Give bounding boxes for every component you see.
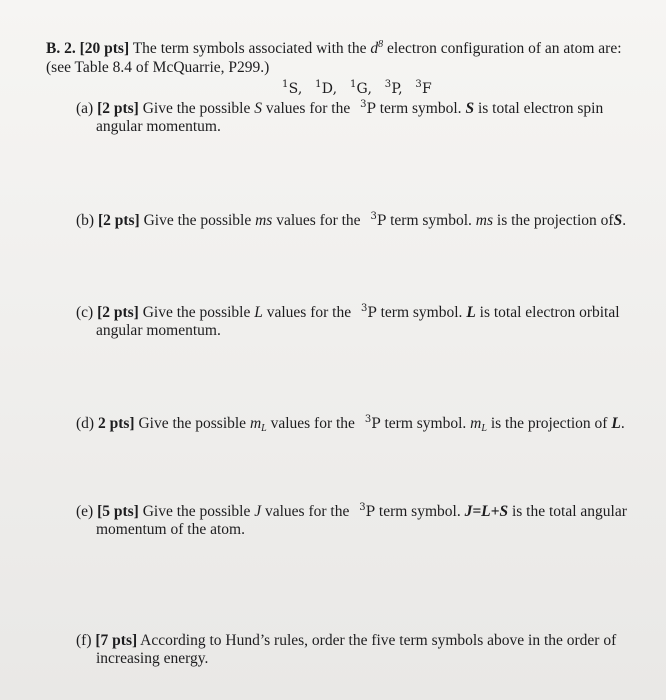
part-a-question: (a) [2 pts] Give the possible S values for the $^3$P term symbol. S is total electron spin	[76, 99, 604, 117]
term-3p: $^3$P	[360, 99, 376, 117]
term-symbol-list	[282, 80, 440, 98]
part-c-continuation: angular momentum.	[96, 322, 221, 339]
term-symbol: $^1$S,	[282, 79, 303, 97]
part-e-continuation: momentum of the atom.	[96, 521, 245, 538]
term-symbol: $^3$P,	[384, 79, 403, 97]
problem-number: B. 2.	[46, 40, 76, 57]
part-f-question: (f) [7 pts] According to Hund’s rules, order the five term symbols above in the order of	[76, 632, 617, 649]
part-f-continuation: increasing energy.	[96, 650, 209, 667]
part-d-question: (d) 2 pts] Give the possible $m_L$ values for the $^3$P term symbol. $m_L$ is the projection of L.	[76, 414, 625, 434]
part-e-question: (e) [5 pts] Give the possible J values for the $^3$P term symbol. J=L+S is the total angular	[76, 502, 627, 520]
part-a-continuation: angular momentum.	[96, 118, 221, 135]
problem-intro: The term symbols associated with the	[132, 40, 367, 57]
part-c-question: (c) [2 pts] Give the possible L values for the $^3$P term symbol. L is total electron orbital	[76, 303, 620, 321]
term-3p: $^3$P	[370, 211, 387, 229]
problem-intro-end: electron configuration of an atom are:	[386, 40, 622, 57]
term-symbol: $^1$G,	[349, 79, 373, 97]
problem-header	[46, 40, 622, 58]
term-symbol: $^1$D,	[315, 79, 338, 97]
term-3p: $^3$P	[360, 303, 377, 321]
electron-configuration: $d^8$	[370, 39, 384, 57]
term-3p: $^3$P	[359, 502, 376, 520]
part-b-question: (b) [2 pts] Give the possible ms values for the $^3$P term symbol. ms is the projection ofS.	[76, 211, 627, 229]
term-symbol: $^3$F	[415, 79, 432, 97]
problem-reference: (see Table 8.4 of McQuarrie, P299.)	[46, 59, 270, 76]
term-3p: $^3$P	[364, 414, 381, 432]
problem-points: [20 pts]	[79, 40, 130, 57]
